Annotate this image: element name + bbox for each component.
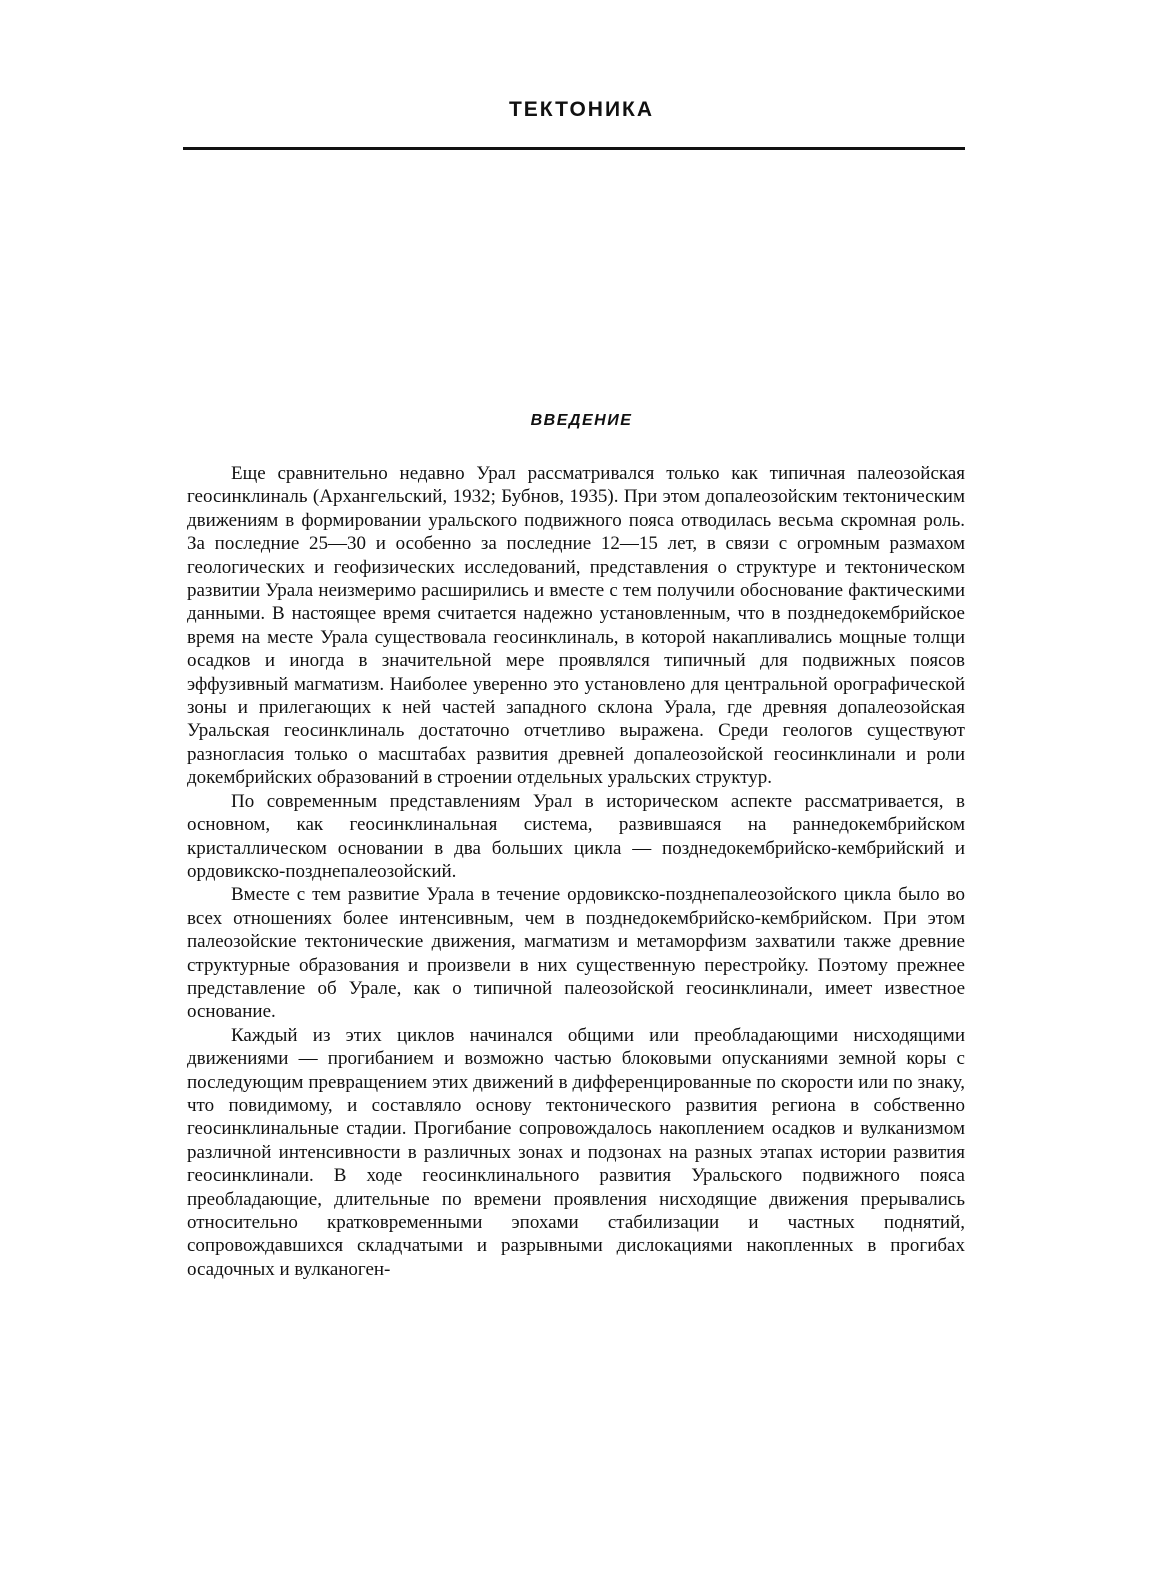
paragraph-cycles: Каждый из этих циклов начинался общими или преобладающими нисходящими движениями — прогибанием и возможно частью блоковыми опусканиями земной коры с последующим превращением этих движений в дифференцированные по скорости или по знаку, что повидимому, и составляло основу тектонического развития региона в собственно геосинклинальные стадии. Прогибание сопровождалось накоплением осадков и вулканизмом различной интенсивности в различных зонах и подзонах на разных этапах истории развития геосинклинали. В ходе геосинклинального развития Уральского подвижного пояса преобладающие, длительные по времени проявления нисходящие движения прерывались относительно кратковременными эпохами стабилизации и частных поднятий, сопровождавшихся складчатыми и разрывными дислокациями накопленных в прогибах осадочных и вулканоген- [187, 1024, 965, 1280]
section-heading: ВВЕДЕНИЕ [530, 412, 633, 429]
paragraph-intro: Еще сравнительно недавно Урал рассматривался только как типичная палеозойская геосинклиналь (Архангельский, 1932; Бубнов, 1935). При этом допалеозойским тектоническим движениям в формировании уральского подвижного пояса отводилась весьма скромная роль. За последние 25—30 и особенно за последние 12—15 лет, в связи с огромным размахом геологических и геофизических исследований, представления о структуре и тектоническом развитии Урала неизмеримо расширились и вместе с тем получили обоснование фактическими данными. В настоящее время считается надежно установленным, что в позднедокембрийское время на месте Урала существовала геосинклиналь, в которой накапливались мощные толщи осадков и иногда в значительной мере проявлялся типичный для подвижных поясов эффузивный магматизм. Наиболее уверенно это установлено для центральной орографической зоны и прилегающих к ней частей западного склона Урала, где древняя допалеозойская Уральская геосинклиналь достаточно отчетливо выражена. Среди геологов существуют разногласия только о масштабах развития древней допалеозойской геосинклинали и роли докембрийских образований в строении отдельных уральских структур. [187, 463, 965, 789]
chapter-title: ТЕКТОНИКА [508, 98, 655, 121]
paragraph-modern-views: По современным представлениям Урал в историческом аспекте рассматривается, в основном, как геосинклинальная система, развившаяся на раннедокембрийском кристаллическом основании в два больших цикла — позднедокембрийско-кембрийский и ордовикско-позднепалеозойский. [187, 790, 965, 882]
paragraph-ordovician-cycle: Вместе с тем развитие Урала в течение ордовикско-позднепалеозойского цикла было во всех отношениях более интенсивным, чем в позднедокембрийско-кембрийском. При этом палеозойские тектонические движения, магматизм и метаморфизм захватили также древние структурные образования и произвели в них существенную перестройку. Поэтому прежнее представление об Урале, как о типичной палеозойской геосинклинали, имеет известное основание. [187, 884, 965, 1023]
title-rule [183, 147, 965, 150]
body-text [187, 462, 965, 1281]
